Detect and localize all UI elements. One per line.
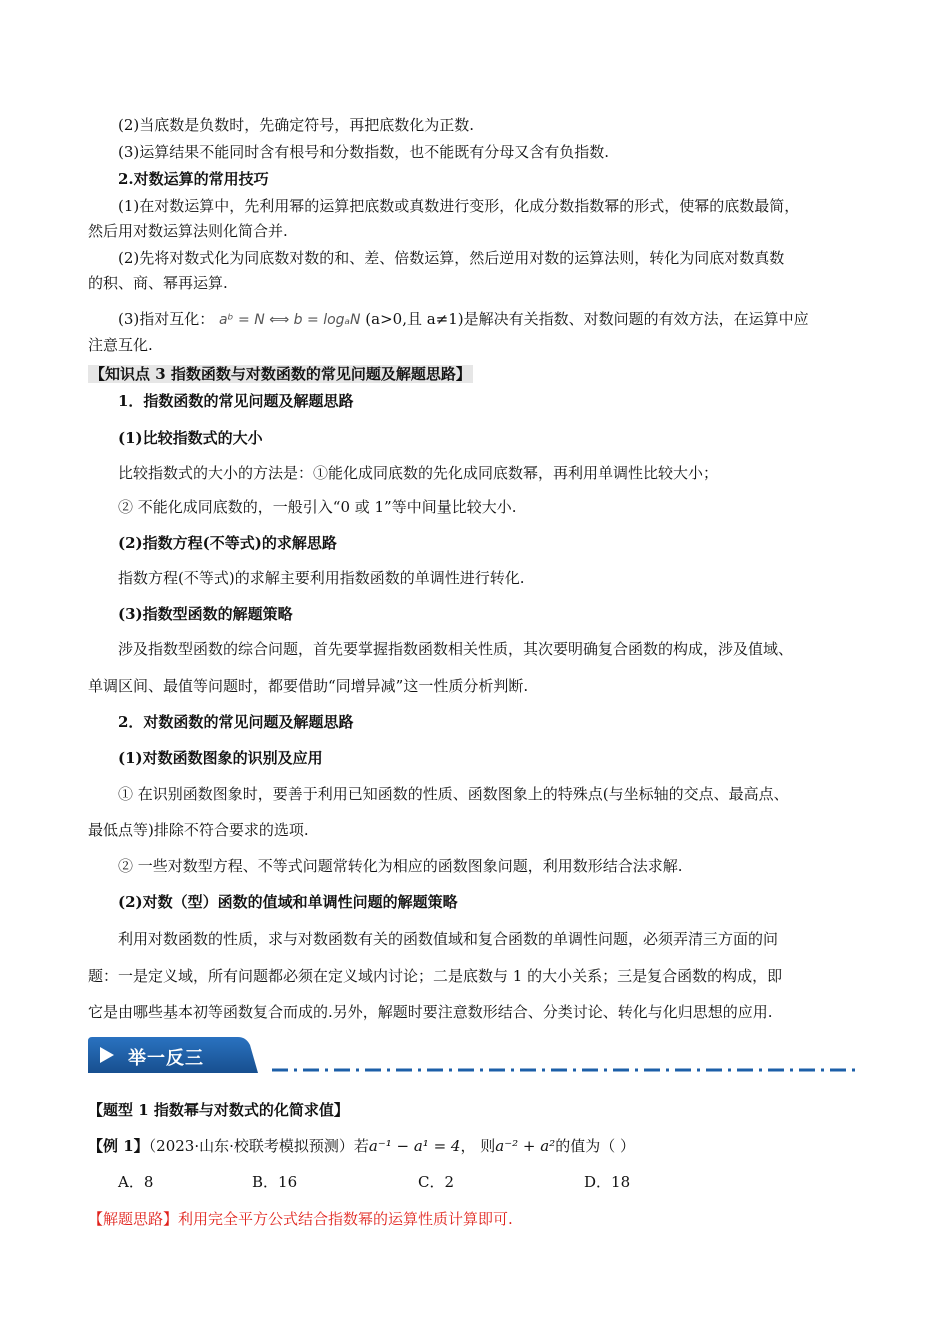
highlight: 【知识点 3 指数函数与对数函数的常见问题及解题思路】 [90, 365, 471, 383]
text-line: 它是由哪些基本初等函数复合而成的.另外，解题时要注意数形结合、分类讨论、转化与化归思想的应用. [88, 1003, 773, 1021]
option-c[interactable]: C．2 [418, 1173, 455, 1191]
example-label: 【例 1】 [88, 1137, 149, 1155]
math-expression: a⁻¹ − a¹ = 4 [368, 1137, 461, 1155]
text-line: 的积、商、幂再运算. [88, 274, 228, 292]
dash-dot-divider [272, 1068, 860, 1072]
math-expression: a⁻² + a² [495, 1137, 556, 1155]
section-heading: 2.对数运算的常用技巧 [118, 170, 269, 188]
text-line: 然后用对数运算法则化简合并. [88, 222, 288, 240]
text-fragment: (3)指对互化： [118, 310, 215, 328]
subsection-heading: (1)对数函数图象的识别及应用 [118, 749, 323, 767]
text-line: 注意互化. [88, 336, 153, 354]
text-line: 指数方程(不等式)的求解主要利用指数函数的单调性进行转化. [118, 569, 525, 587]
text-line: 比较指数式的大小的方法是：①能化成同底数的先化成同底数幂，再利用单调性比较大小； [118, 464, 719, 482]
text-fragment: ， 则 [460, 1137, 496, 1155]
text-line: 涉及指数型函数的综合问题，首先要掌握指数函数相关性质，其次要明确复合函数的构成，涉及值域、 [118, 640, 794, 658]
text-line [118, 309, 809, 330]
text-line: 利用对数函数的性质，求与对数函数有关的函数值域和复合函数的单调性问题，必须弄清三方面的问 [118, 930, 779, 948]
example-source: （2023·山东·校联考模拟预测）若 [148, 1137, 369, 1155]
section-heading: 1．指数函数的常见问题及解题思路 [118, 392, 354, 410]
text-line: (2)先将对数式化为同底数对数的和、差、倍数运算，然后逆用对数的运算法则，转化为同底对数真数 [118, 249, 785, 267]
text-line: ① 在识别函数图象时，要善于利用已知函数的性质、函数图象上的特殊点(与坐标轴的交点、最高点、 [118, 785, 789, 803]
subsection-heading: (1)比较指数式的大小 [118, 429, 263, 447]
solution-hint [88, 1209, 513, 1229]
subsection-heading: (2)对数（型）函数的值域和单调性问题的解题策略 [118, 893, 458, 911]
text-fragment: 的值为（ ） [555, 1137, 635, 1155]
text-line: 题：一是定义域，所有问题都必须在定义域内讨论；二是底数与 1 的大小关系；三是复合函数的构成，即 [88, 967, 783, 985]
subsection-heading: (2)指数方程(不等式)的求解思路 [118, 534, 337, 552]
text-line: 单调区间、最值等问题时，都要借助“同增异减”这一性质分析判断. [88, 677, 529, 695]
option-d[interactable]: D．18 [584, 1173, 631, 1191]
text-line: ② 一些对数型方程、不等式问题常转化为相应的函数图象问题，利用数形结合法求解. [118, 857, 683, 875]
text-line: ② 不能化成同底数的，一般引入“0 或 1”等中间量比较大小. [118, 498, 517, 516]
banner-label: 举一反三 [128, 1048, 204, 1069]
hint-label: 【解题思路】 [88, 1210, 179, 1228]
problem-type-title: 【题型 1 指数幂与对数式的化简求值】 [88, 1101, 349, 1119]
text-line: (2)当底数是负数时，先确定符号，再把底数化为正数. [118, 116, 475, 134]
section-heading: 2．对数函数的常见问题及解题思路 [118, 713, 354, 731]
hint-text: 利用完全平方公式结合指数幂的运算性质计算即可. [178, 1210, 513, 1228]
text-line: (1)在对数运算中，先利用幂的运算把底数或真数进行变形，化成分数指数幂的形式，使幂的底数最简， [118, 197, 800, 215]
knowledge-point-title [88, 364, 473, 384]
subsection-heading: (3)指数型函数的解题策略 [118, 605, 293, 623]
text-fragment: (a>0,且 a≠1)是解决有关指数、对数问题的有效方法，在运算中应 [365, 310, 809, 328]
text-line: (3)运算结果不能同时含有根号和分数指数，也不能既有分母又含有负指数. [118, 143, 610, 161]
text-line: 最低点等)排除不符合要求的选项. [88, 821, 309, 839]
option-a[interactable]: A．8 [118, 1173, 154, 1191]
option-b[interactable]: B．16 [252, 1173, 298, 1191]
formula: aᵇ = N ⟺ b = logₐN [219, 312, 361, 328]
example-line [88, 1136, 635, 1156]
